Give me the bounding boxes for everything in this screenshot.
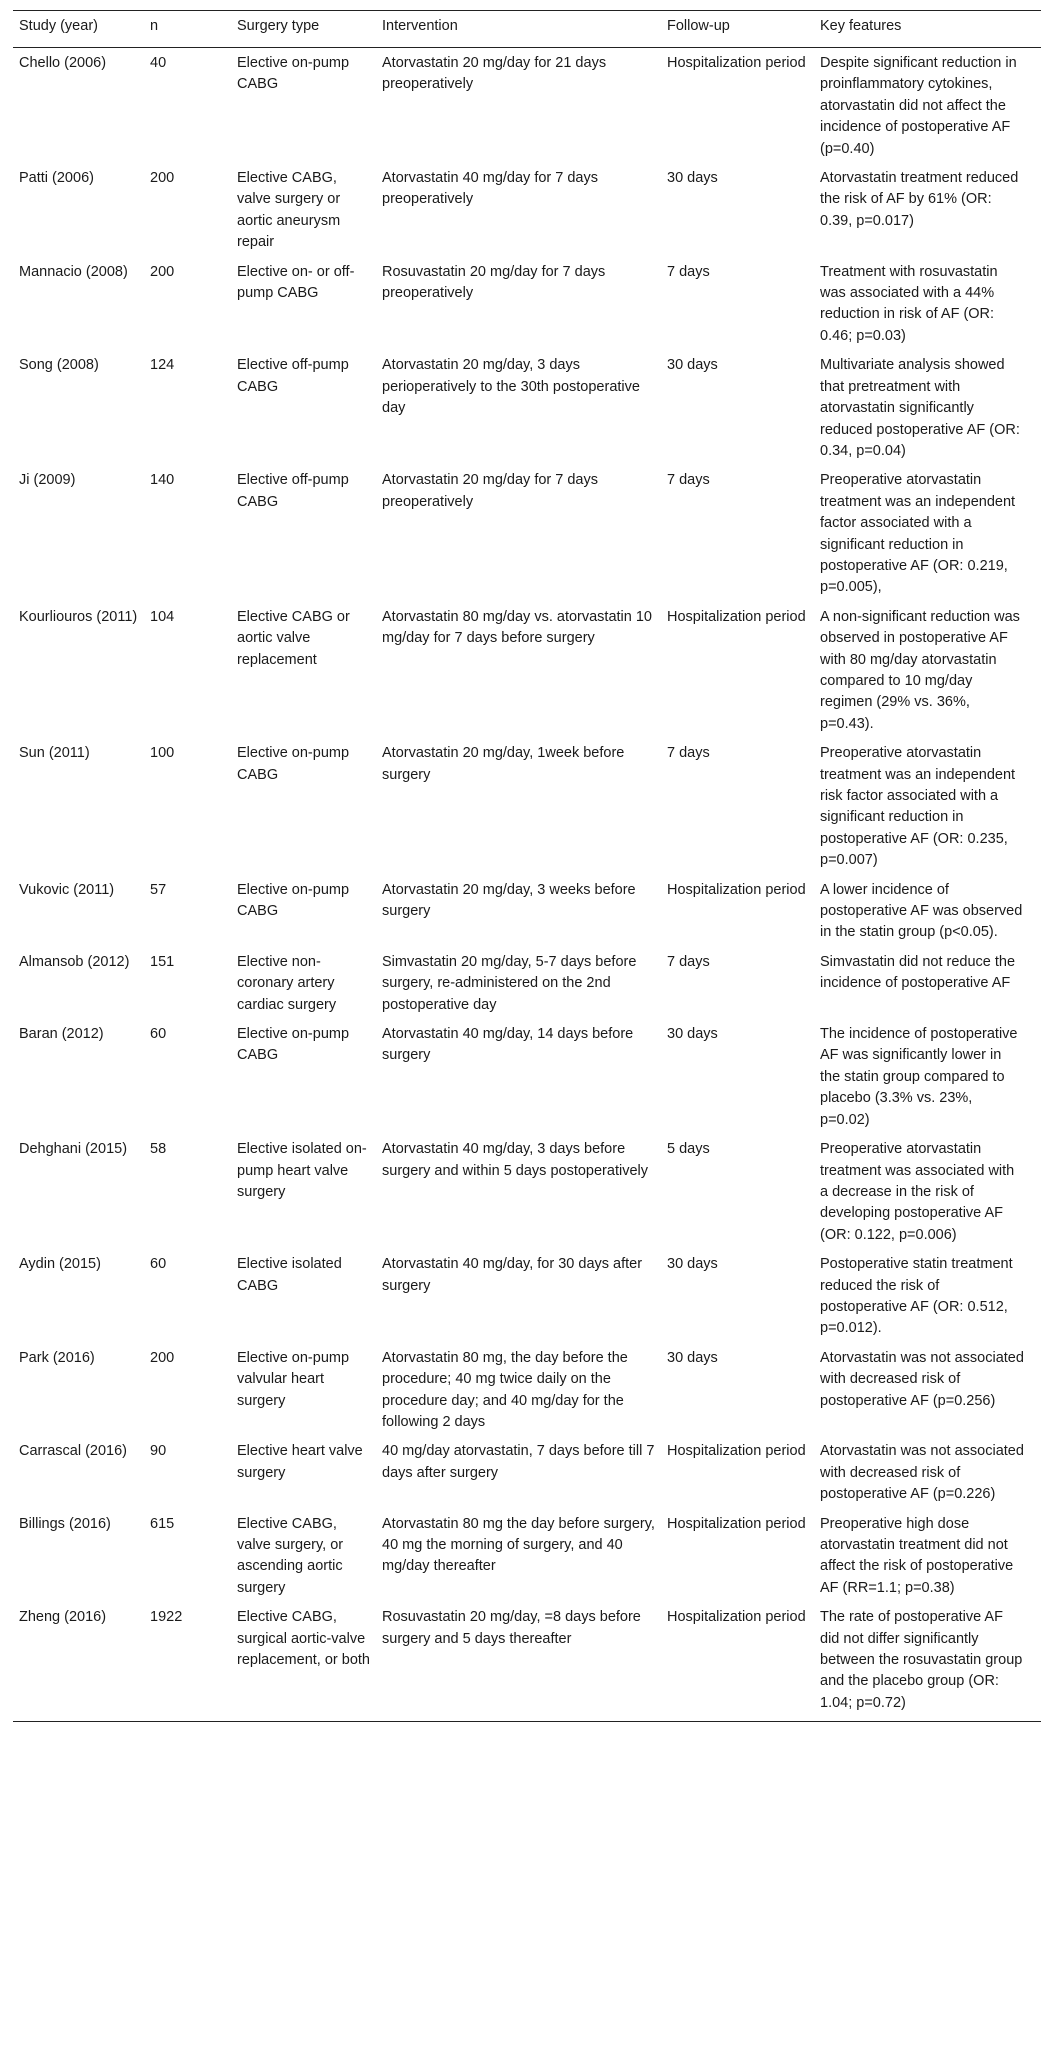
cell-study-year: Zheng (2016) [19,1609,107,1626]
cell-n: 40 [150,55,167,71]
cell-follow-up: 5 days [667,1141,710,1158]
cell-follow-up: 30 days [667,1349,718,1366]
cell-key-features: Atorvastatin was not associated with decreased risk of postoperative AF (p=0.226) [820,1443,1024,1503]
table-row [13,261,1041,355]
cell-key-features: The incidence of postoperative AF was significantly lower in the statin group compared to placebo (3.3% vs. 23%, p=0.02) [820,1026,1018,1128]
table-row [13,469,1041,605]
cell-n: 60 [150,1026,167,1043]
cell-follow-up: 30 days [667,357,718,374]
table-row [13,742,1041,878]
cell-key-features: Simvastatin did not reduce the incidence of postoperative AF [820,953,1016,992]
cell-study-year: Dehghani (2015) [19,1141,128,1158]
cell-intervention: Rosuvastatin 20 mg/day for 7 days preoperatively [382,263,606,302]
cell-intervention: Atorvastatin 80 mg/day vs. atorvastatin 10 mg/day for 7 days before surgery [382,608,652,647]
cell-n: 124 [150,357,175,374]
table-row [13,606,1041,742]
table-body [13,48,1041,1722]
cell-surgery-type: Elective on-pump CABG [237,55,350,93]
cell-key-features: Preoperative atorvastatin treatment was an independent factor associated with a significant reduction in postoperative AF (OR: 0.219, p=0.005), [820,472,1016,596]
cell-n: 104 [150,608,175,625]
cell-key-features: Postoperative statin treatment reduced the risk of postoperative AF (OR: 0.512, p=0.012). [820,1256,1013,1337]
cell-surgery-type: Elective off-pump CABG [237,357,349,395]
cell-follow-up: Hospitalization period [667,608,806,625]
cell-study-year: Ji (2009) [19,472,76,489]
cell-surgery-type: Elective non-coronary artery cardiac surgery [237,953,337,1013]
cell-intervention: 40 mg/day atorvastatin, 7 days before till 7 days after surgery [382,1443,655,1481]
cell-n: 200 [150,170,175,187]
cell-intervention: Atorvastatin 20 mg/day for 7 days preoperatively [382,472,598,510]
cell-key-features: Despite significant reduction in proinflammatory cytokines, atorvastatin did not affect the incidence of postoperative AF (p=0.40) [820,55,1017,157]
header-study-year: Study (year) [19,18,98,34]
cell-n: 140 [150,472,175,489]
cell-intervention: Atorvastatin 20 mg/day for 21 days preoperatively [382,55,607,93]
cell-surgery-type: Elective isolated on-pump heart valve surgery [237,1141,367,1200]
cell-study-year: Almansob (2012) [19,953,130,970]
cell-intervention: Atorvastatin 80 mg the day before surgery, 40 mg the morning of surgery, and 40 mg/day thereafter [382,1515,655,1575]
cell-n: 57 [150,881,167,898]
cell-surgery-type: Elective CABG, surgical aortic-valve replacement, or both [237,1609,370,1669]
cell-follow-up: Hospitalization period [667,1609,806,1626]
header-follow-up: Follow-up [667,18,730,34]
cell-follow-up: 7 days [667,745,710,762]
cell-n: 151 [150,953,175,970]
cell-surgery-type: Elective heart valve surgery [237,1443,363,1481]
cell-key-features: Preoperative atorvastatin treatment was an independent risk factor associated with a significant reduction in postoperative AF (OR: 0.235, p=0.007) [820,745,1016,869]
table-row [13,1138,1041,1253]
cell-study-year: Sun (2011) [19,745,90,762]
table-row [13,354,1041,469]
cell-study-year: Baran (2012) [19,1026,104,1043]
cell-follow-up: 7 days [667,472,710,489]
cell-n: 60 [150,1256,167,1273]
cell-key-features: The rate of postoperative AF did not differ significantly between the rosuvastatin group and the placebo group (OR: 1.04; p=0.72) [820,1609,1023,1711]
cell-intervention: Atorvastatin 20 mg/day, 1week before surgery [382,745,625,783]
cell-surgery-type: Elective on-pump CABG [237,745,350,783]
cell-intervention: Atorvastatin 40 mg/day, for 30 days after surgery [382,1256,643,1294]
cell-key-features: Atorvastatin was not associated with decreased risk of postoperative AF (p=0.256) [820,1349,1024,1409]
cell-study-year: Song (2008) [19,357,99,374]
cell-surgery-type: Elective on- or off-pump CABG [237,263,355,302]
cell-follow-up: 7 days [667,263,710,280]
statin-trials-table [13,10,1041,1722]
cell-study-year: Chello (2006) [19,55,107,71]
cell-n: 1922 [150,1609,183,1626]
cell-study-year: Billings (2016) [19,1515,111,1532]
cell-intervention: Simvastatin 20 mg/day, 5-7 days before surgery, re-administered on the 2nd postoperative day [382,953,637,1013]
cell-intervention: Atorvastatin 20 mg/day, 3 days perioperatively to the 30th postoperative day [382,357,640,417]
cell-key-features: Treatment with rosuvastatin was associated with a 44% reduction in risk of AF (OR: 0.46; p=0.03) [820,263,998,344]
cell-surgery-type: Elective CABG, valve surgery, or ascending aortic surgery [237,1515,344,1596]
cell-intervention: Atorvastatin 80 mg, the day before the procedure; 40 mg twice daily on the procedure day; and 40 mg/day for the following 2 days [382,1349,628,1430]
table-row [13,1023,1041,1138]
table-row [13,1440,1041,1512]
cell-follow-up: Hospitalization period [667,1443,806,1460]
cell-n: 90 [150,1443,167,1460]
header-key-features: Key features [820,18,902,34]
cell-follow-up: Hospitalization period [667,55,806,71]
cell-n: 100 [150,745,175,762]
cell-follow-up: 30 days [667,170,718,187]
cell-key-features: Preoperative high dose atorvastatin treatment did not affect the risk of postoperative AF (RR=1.1; p=0.38) [820,1515,1014,1596]
cell-intervention: Atorvastatin 40 mg/day, 14 days before surgery [382,1026,634,1064]
cell-key-features: A lower incidence of postoperative AF was observed in the statin group (p<0.05). [820,881,1023,941]
cell-surgery-type: Elective on-pump valvular heart surgery [237,1349,350,1409]
table-row [13,1347,1041,1441]
cell-follow-up: 30 days [667,1256,718,1273]
table-row [13,167,1041,261]
cell-study-year: Park (2016) [19,1349,95,1366]
cell-study-year: Vukovic (2011) [19,881,115,898]
table-row [13,48,1041,168]
header-row [13,11,1041,48]
cell-n: 615 [150,1515,175,1532]
cell-follow-up: Hospitalization period [667,881,806,898]
cell-study-year: Patti (2006) [19,170,94,187]
table-header [13,11,1041,48]
cell-study-year: Kourliouros (2011) [19,608,138,625]
cell-n: 200 [150,263,175,280]
cell-follow-up: Hospitalization period [667,1515,806,1532]
cell-surgery-type: Elective on-pump CABG [237,1026,350,1064]
cell-n: 58 [150,1141,167,1158]
cell-study-year: Mannacio (2008) [19,263,128,280]
cell-surgery-type: Elective off-pump CABG [237,472,349,510]
table-row [13,1606,1041,1722]
cell-study-year: Aydin (2015) [19,1256,101,1273]
cell-study-year: Carrascal (2016) [19,1443,127,1460]
cell-follow-up: 7 days [667,953,710,970]
cell-follow-up: 30 days [667,1026,718,1043]
cell-intervention: Atorvastatin 40 mg/day, 3 days before surgery and within 5 days postoperatively [382,1141,648,1179]
table-row [13,1513,1041,1607]
cell-surgery-type: Elective on-pump CABG [237,881,350,920]
header-n: n [150,18,159,34]
header-surgery-type: Surgery type [237,18,320,34]
cell-key-features: Atorvastatin treatment reduced the risk of AF by 61% (OR: 0.39, p=0.017) [820,170,1019,229]
cell-key-features: Multivariate analysis showed that pretreatment with atorvastatin significantly reduced postoperative AF (OR: 0.34, p=0.04) [820,357,1020,459]
cell-intervention: Rosuvastatin 20 mg/day, =8 days before surgery and 5 days thereafter [382,1609,641,1647]
cell-key-features: Preoperative atorvastatin treatment was associated with a decrease in the risk of developing postoperative AF (OR: 0.122, p=0.006) [820,1141,1015,1243]
table-row [13,879,1041,951]
table-row [13,1253,1041,1347]
table-row [13,951,1041,1023]
header-intervention: Intervention [382,18,458,34]
cell-surgery-type: Elective CABG or aortic valve replacement [237,608,350,668]
cell-intervention: Atorvastatin 40 mg/day for 7 days preoperatively [382,170,598,208]
cell-key-features: A non-significant reduction was observed in postoperative AF with 80 mg/day atorvastatin compared to 10 mg/day regimen (29% vs. 36%, p=0.43). [820,608,1020,732]
cell-intervention: Atorvastatin 20 mg/day, 3 weeks before surgery [382,881,636,920]
cell-surgery-type: Elective isolated CABG [237,1256,342,1294]
cell-n: 200 [150,1349,175,1366]
cell-surgery-type: Elective CABG, valve surgery or aortic aneurysm repair [237,170,341,251]
